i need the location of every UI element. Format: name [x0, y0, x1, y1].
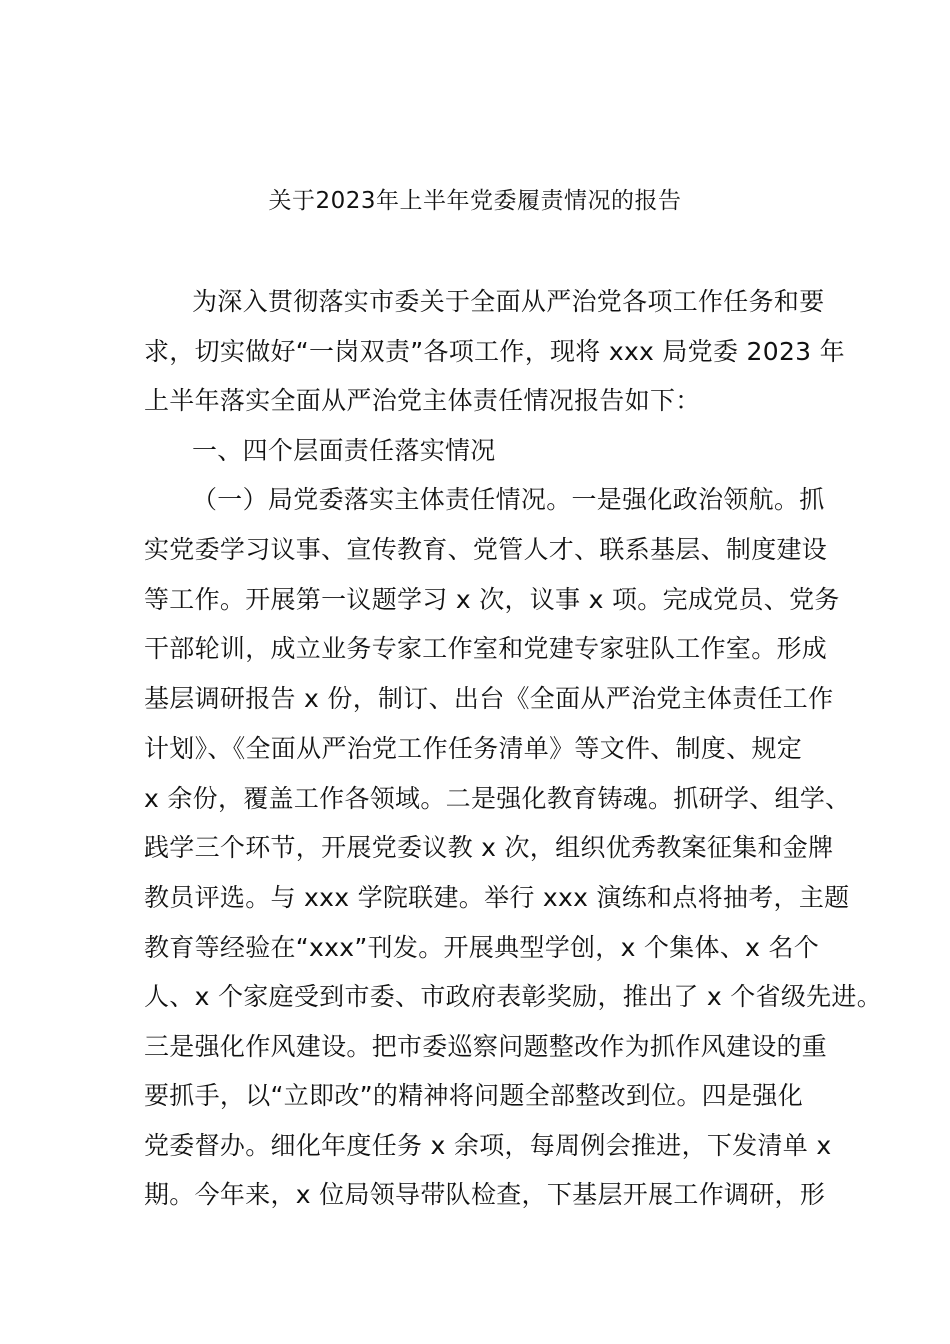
paragraph-line: 教员评选。与 xxx 学院联建。举行 xxx 演练和点将抽考，主题 [144, 883, 850, 912]
paragraph-line: （一）局党委落实主体责任情况。一是强化政治领航。抓 [192, 485, 825, 514]
paragraph-line: 求，切实做好“一岗双责”各项工作，现将 xxx 局党委 2023 年 [144, 337, 845, 366]
paragraph-line: 干部轮训，成立业务专家工作室和党建专家驻队工作室。形成 [144, 634, 828, 663]
paragraph-line: 等工作。开展第一议题学习 x 次，议事 x 项。完成党员、党务 [144, 585, 840, 614]
section-heading: 一、四个层面责任落实情况 [192, 436, 496, 465]
paragraph-line: 教育等经验在“xxx”刊发。开展典型学创，x 个集体、x 名个 [144, 933, 820, 962]
paragraph-line: 人、x 个家庭受到市委、市政府表彰奖励，推出了 x 个省级先进。 [144, 982, 883, 1011]
paragraph-line: 为深入贯彻落实市委关于全面从严治党各项工作任务和要 [192, 287, 825, 316]
paragraph-line: 三是强化作风建设。把市委巡察问题整改作为抓作风建设的重 [144, 1032, 828, 1061]
paragraph-line: 实党委学习议事、宣传教育、党管人才、联系基层、制度建设 [144, 535, 828, 564]
document-title: 关于2023年上半年党委履责情况的报告 [268, 188, 682, 214]
paragraph-line: 上半年落实全面从严治党主体责任情况报告如下： [144, 386, 701, 415]
paragraph-line: x 余份，覆盖工作各领域。二是强化教育铸魂。抓研学、组学、 [144, 784, 851, 813]
paragraph-line: 党委督办。细化年度任务 x 余项，每周例会推进，下发清单 x [144, 1131, 832, 1160]
paragraph-line: 践学三个环节，开展党委议教 x 次，组织优秀教案征集和金牌 [144, 833, 834, 862]
paragraph-line: 期。今年来，x 位局领导带队检查，下基层开展工作调研，形 [144, 1180, 826, 1209]
paragraph-line: 基层调研报告 x 份，制订、出台《全面从严治党主体责任工作 [144, 684, 834, 713]
paragraph-line: 计划》、《全面从严治党工作任务清单》等文件、制度、规定 [144, 734, 803, 763]
paragraph-line: 要抓手，以“立即改”的精神将问题全部整改到位。四是强化 [144, 1081, 804, 1110]
